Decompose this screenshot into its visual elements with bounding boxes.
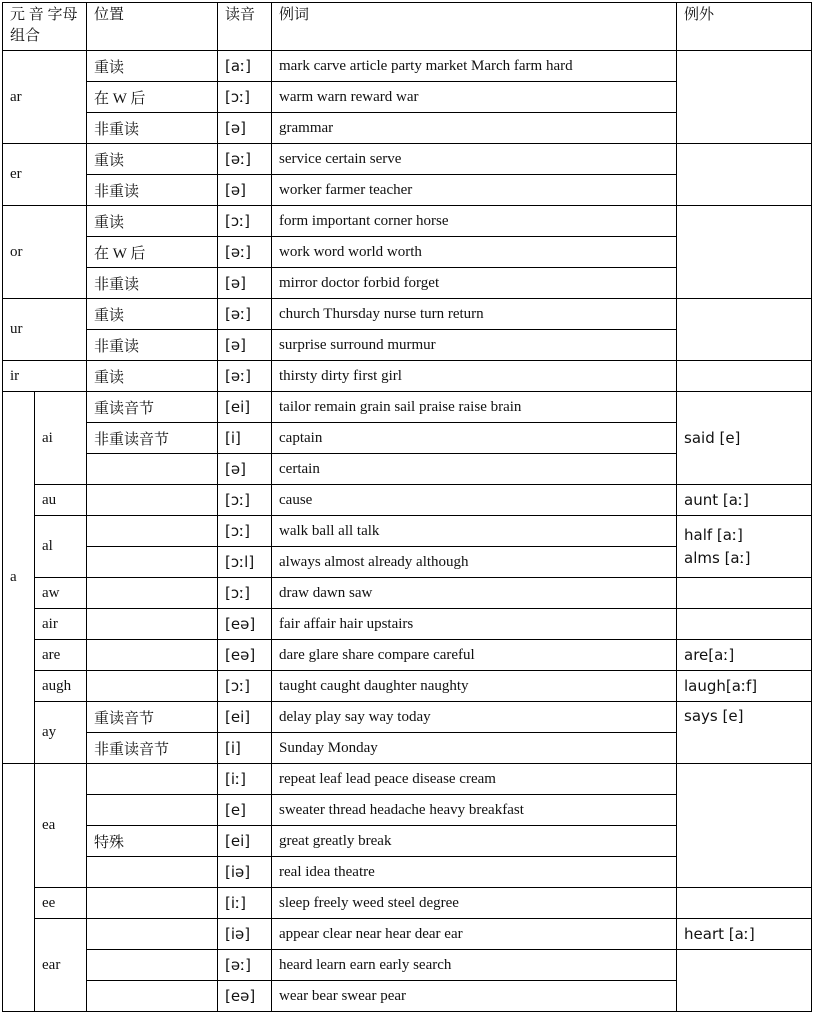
examples-cell: dare glare share compare careful [272, 640, 677, 671]
exception-cell [677, 516, 812, 578]
ipa-cell: [əː] [218, 950, 272, 981]
table-row [3, 485, 812, 516]
ipa-cell: [ɔː] [218, 516, 272, 547]
exception-cell [677, 144, 812, 206]
position-cell [87, 454, 218, 485]
examples-cell: wear bear swear pear [272, 981, 677, 1012]
ipa-cell: [əː] [218, 361, 272, 392]
examples-cell: delay play say way today [272, 702, 677, 733]
ipa-cell: [i] [218, 733, 272, 764]
ipa-cell: [ɔː] [218, 671, 272, 702]
examples-cell: worker farmer teacher [272, 175, 677, 206]
ipa-cell: [iə] [218, 857, 272, 888]
examples-cell: captain [272, 423, 677, 454]
exception-cell: are[aː] [677, 640, 812, 671]
table-row [3, 578, 812, 609]
position-cell: 重读音节 [87, 702, 218, 733]
table-row [3, 702, 812, 733]
position-cell: 在 W 后 [87, 82, 218, 113]
exception-cell [677, 950, 812, 1012]
table-row [3, 299, 812, 330]
exception-cell [677, 764, 812, 888]
examples-cell: sweater thread headache heavy breakfast [272, 795, 677, 826]
exception-cell [677, 299, 812, 361]
table-row [3, 516, 812, 547]
table-row [3, 640, 812, 671]
examples-cell: taught caught daughter naughty [272, 671, 677, 702]
position-cell [87, 609, 218, 640]
position-cell [87, 919, 218, 950]
examples-cell: work word world worth [272, 237, 677, 268]
position-cell: 重读 [87, 361, 218, 392]
position-cell [87, 485, 218, 516]
examples-cell: real idea theatre [272, 857, 677, 888]
examples-cell: heard learn earn early search [272, 950, 677, 981]
group-key-or: or [3, 206, 87, 299]
ipa-cell: [iː] [218, 764, 272, 795]
ipa-cell: [ei] [218, 702, 272, 733]
exception-cell: laugh[aːf] [677, 671, 812, 702]
table-row [3, 950, 812, 981]
position-cell [87, 981, 218, 1012]
examples-cell: church Thursday nurse turn return [272, 299, 677, 330]
exception-cell: heart [aː] [677, 919, 812, 950]
exception-cell [677, 206, 812, 299]
examples-cell: draw dawn saw [272, 578, 677, 609]
position-cell [87, 888, 218, 919]
subgroup-key-aw: aw [35, 578, 87, 609]
ipa-cell: [eə] [218, 981, 272, 1012]
ipa-cell: [ɔː] [218, 578, 272, 609]
position-cell: 重读 [87, 299, 218, 330]
position-cell [87, 764, 218, 795]
position-cell [87, 516, 218, 547]
ipa-cell: [ə] [218, 268, 272, 299]
group-key-er: er [3, 144, 87, 206]
position-cell: 非重读 [87, 113, 218, 144]
exception-cell: said [e] [677, 392, 812, 485]
examples-cell: fair affair hair upstairs [272, 609, 677, 640]
table-row [3, 919, 812, 950]
group-key-ir: ir [3, 361, 87, 392]
position-cell [87, 547, 218, 578]
position-cell: 特殊 [87, 826, 218, 857]
position-cell: 重读 [87, 206, 218, 237]
ipa-cell: [eə] [218, 640, 272, 671]
ipa-cell: [ɔː] [218, 82, 272, 113]
table-row [3, 764, 812, 795]
ipa-cell: [iː] [218, 888, 272, 919]
ipa-cell: [ə] [218, 330, 272, 361]
ipa-cell: [eə] [218, 609, 272, 640]
ipa-cell: [əː] [218, 237, 272, 268]
exception-cell [677, 888, 812, 919]
subgroup-key-al: al [35, 516, 87, 578]
examples-cell: mark carve article party market March farm hard [272, 51, 677, 82]
examples-cell: certain [272, 454, 677, 485]
position-cell: 重读 [87, 144, 218, 175]
table-row [3, 609, 812, 640]
ipa-cell: [ɔː] [218, 206, 272, 237]
examples-cell: always almost already although [272, 547, 677, 578]
ipa-cell: [e] [218, 795, 272, 826]
position-cell: 重读 [87, 51, 218, 82]
header-row [3, 3, 812, 51]
position-cell: 重读音节 [87, 392, 218, 423]
ipa-cell: [əː] [218, 299, 272, 330]
exception-line: alms [aː] [684, 548, 751, 567]
header-exceptions: 例外 [677, 3, 812, 51]
ipa-cell: [əː] [218, 144, 272, 175]
table-row [3, 671, 812, 702]
table-row [3, 144, 812, 175]
exception-cell [677, 361, 812, 392]
header-examples: 例词 [272, 3, 677, 51]
position-cell: 非重读音节 [87, 733, 218, 764]
examples-cell: repeat leaf lead peace disease cream [272, 764, 677, 795]
exception-cell [677, 51, 812, 144]
exception-line: half [aː] [684, 525, 743, 544]
header-sound: 读音 [218, 3, 272, 51]
position-cell: 非重读 [87, 175, 218, 206]
subgroup-key-ay: ay [35, 702, 87, 764]
table-row [3, 51, 812, 82]
group-key-a: a [3, 392, 35, 764]
ipa-cell: [ə] [218, 175, 272, 206]
position-cell [87, 671, 218, 702]
table-row [3, 361, 812, 392]
examples-cell: Sunday Monday [272, 733, 677, 764]
subgroup-key-ai: ai [35, 392, 87, 485]
subgroup-key-are: are [35, 640, 87, 671]
ipa-cell: [i] [218, 423, 272, 454]
position-cell: 非重读音节 [87, 423, 218, 454]
ipa-cell: [ei] [218, 392, 272, 423]
exception-cell: says [e] [677, 702, 812, 764]
exception-cell: aunt [aː] [677, 485, 812, 516]
exception-cell [677, 609, 812, 640]
examples-cell: service certain serve [272, 144, 677, 175]
position-cell: 在 W 后 [87, 237, 218, 268]
ipa-cell: [iə] [218, 919, 272, 950]
ipa-cell: [aː] [218, 51, 272, 82]
table-row [3, 206, 812, 237]
examples-cell: cause [272, 485, 677, 516]
subgroup-key-air: air [35, 609, 87, 640]
examples-cell: grammar [272, 113, 677, 144]
position-cell: 非重读 [87, 268, 218, 299]
header-position: 位置 [87, 3, 218, 51]
subgroup-key-ea: ea [35, 764, 87, 888]
position-cell [87, 640, 218, 671]
ipa-cell: [ɔːl] [218, 547, 272, 578]
position-cell [87, 857, 218, 888]
subgroup-key-ee: ee [35, 888, 87, 919]
group-key-ur: ur [3, 299, 87, 361]
header-group: 元 音 字母组合 [3, 3, 87, 51]
examples-cell: great greatly break [272, 826, 677, 857]
subgroup-key-au: au [35, 485, 87, 516]
exception-cell [677, 578, 812, 609]
examples-cell: warm warn reward war [272, 82, 677, 113]
position-cell: 非重读 [87, 330, 218, 361]
examples-cell: surprise surround murmur [272, 330, 677, 361]
examples-cell: appear clear near hear dear ear [272, 919, 677, 950]
ipa-cell: [ɔː] [218, 485, 272, 516]
ipa-cell: [ə] [218, 113, 272, 144]
examples-cell: tailor remain grain sail praise raise brain [272, 392, 677, 423]
position-cell [87, 950, 218, 981]
examples-cell: thirsty dirty first girl [272, 361, 677, 392]
position-cell [87, 578, 218, 609]
position-cell [87, 795, 218, 826]
examples-cell: form important corner horse [272, 206, 677, 237]
ipa-cell: [ei] [218, 826, 272, 857]
examples-cell: walk ball all talk [272, 516, 677, 547]
table-row [3, 392, 812, 423]
examples-cell: sleep freely weed steel degree [272, 888, 677, 919]
group-key-ar: ar [3, 51, 87, 144]
group-key-e [3, 764, 35, 1012]
table-row [3, 888, 812, 919]
ipa-cell: [ə] [218, 454, 272, 485]
subgroup-key-augh: augh [35, 671, 87, 702]
subgroup-key-ear: ear [35, 919, 87, 1012]
examples-cell: mirror doctor forbid forget [272, 268, 677, 299]
vowel-combination-table [2, 2, 812, 1012]
